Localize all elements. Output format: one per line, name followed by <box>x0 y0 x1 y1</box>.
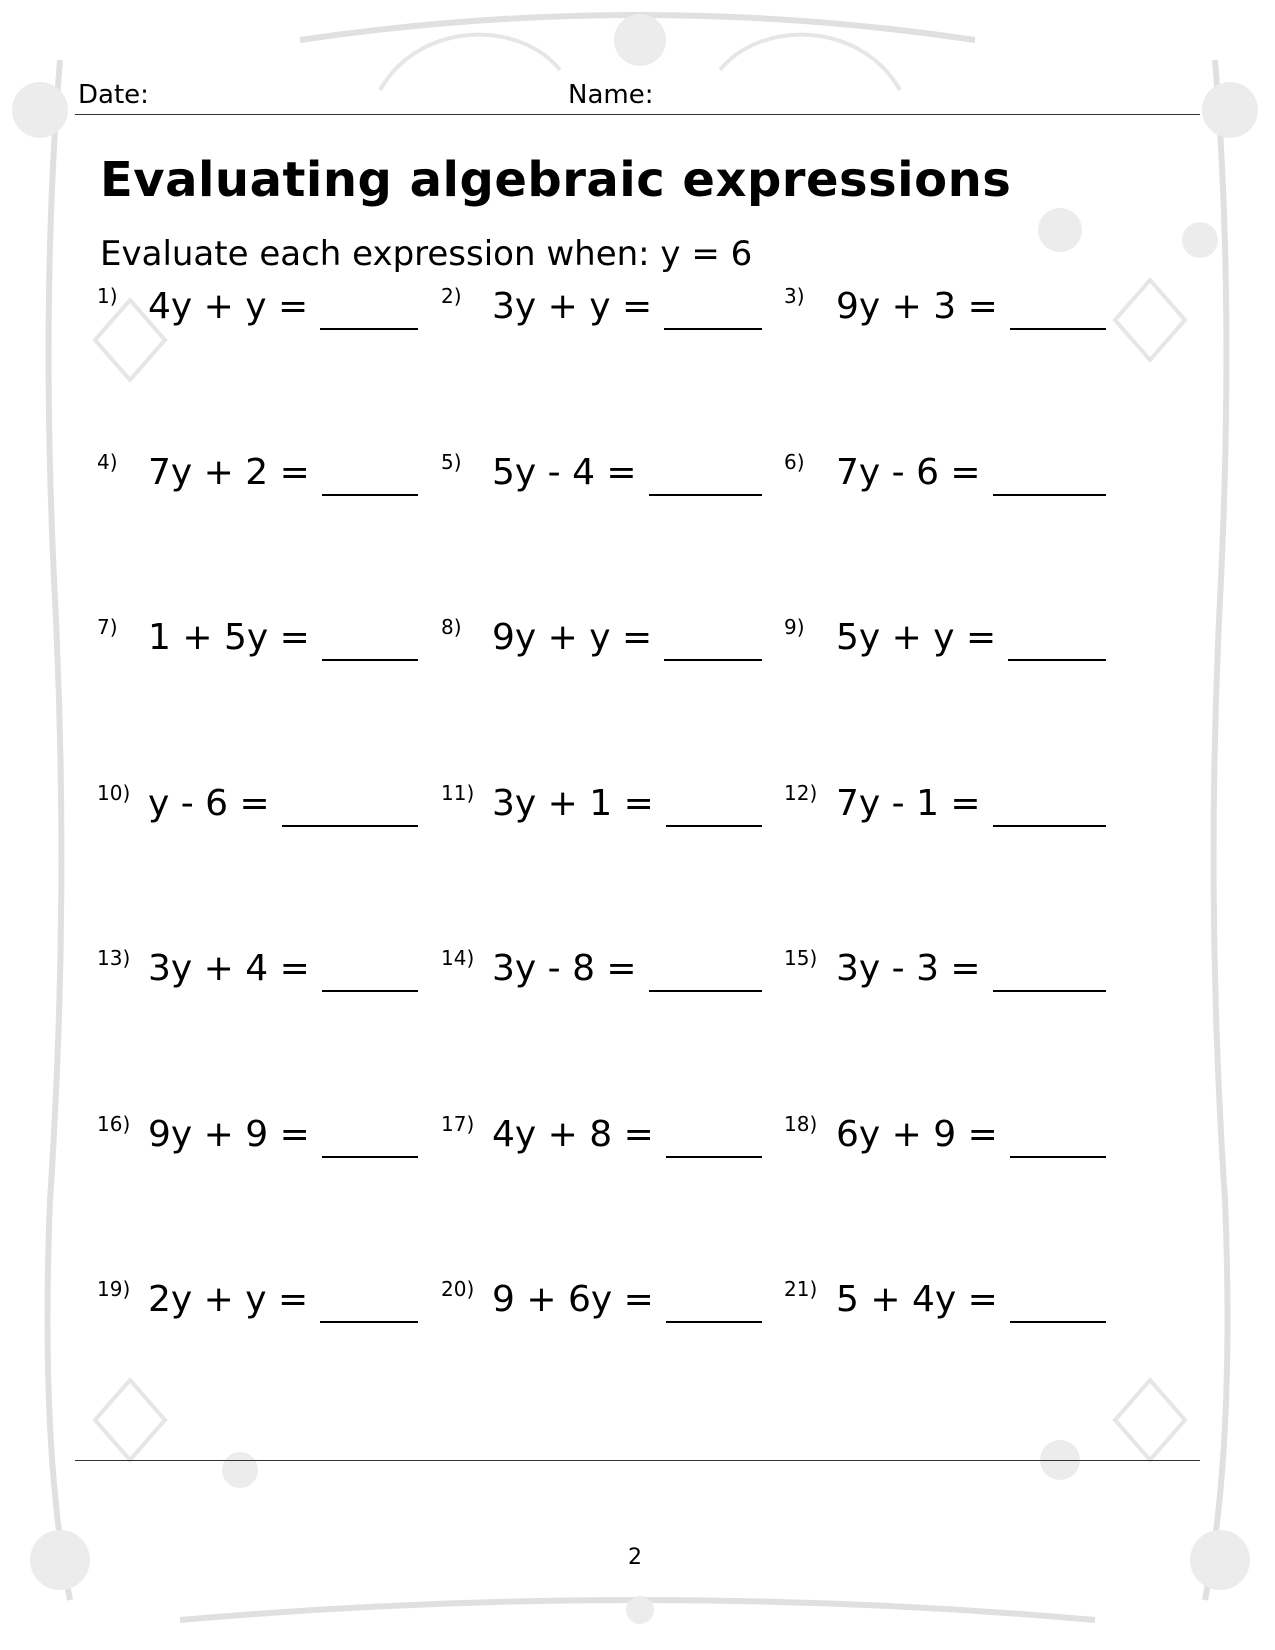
problem-number: 8) <box>441 615 462 639</box>
problem-number: 9) <box>784 615 805 639</box>
problem-expression: 2y + y = <box>148 1279 309 1320</box>
problem-number: 16) <box>97 1111 131 1136</box>
answer-blank[interactable] <box>664 659 762 661</box>
problem-expression: 9 + 6y = <box>492 1279 654 1320</box>
problem-number: 3) <box>784 284 805 308</box>
answer-blank[interactable] <box>649 990 762 992</box>
problem-number: 17) <box>441 1111 475 1136</box>
answer-blank[interactable] <box>322 1156 418 1158</box>
problem-number: 1) <box>97 284 118 308</box>
answer-blank[interactable] <box>322 990 418 992</box>
header-rule <box>75 114 1200 115</box>
answer-blank[interactable] <box>666 1321 762 1323</box>
problem-expression: 1 + 5y = <box>148 617 310 658</box>
answer-blank[interactable] <box>993 825 1106 827</box>
problem-number: 18) <box>784 1111 818 1136</box>
answer-blank[interactable] <box>1008 659 1106 661</box>
answer-blank[interactable] <box>282 825 418 827</box>
date-label: Date: <box>78 80 149 110</box>
problem-expression: 9y + 3 = <box>836 286 998 327</box>
problem-expression: 3y + 1 = <box>492 782 654 824</box>
answer-blank[interactable] <box>1010 328 1106 330</box>
instruction-text: Evaluate each expression when: y = 6 <box>100 234 753 274</box>
problem-number: 2) <box>441 284 462 308</box>
problem-expression: 7y - 1 = <box>836 782 981 824</box>
answer-blank[interactable] <box>322 494 418 496</box>
name-label: Name: <box>568 80 654 110</box>
problem-number: 21) <box>784 1277 818 1301</box>
problem-expression: 4y + 8 = <box>492 1113 654 1155</box>
problem-expression: 3y - 8 = <box>492 948 637 989</box>
problem-number: 12) <box>784 780 818 805</box>
problem-expression: 3y + 4 = <box>148 948 310 989</box>
answer-blank[interactable] <box>322 659 418 661</box>
problem-expression: 5y + y = <box>836 617 997 658</box>
problem-expression: y - 6 = <box>148 782 270 824</box>
answer-blank[interactable] <box>649 494 762 496</box>
problem-number: 6) <box>784 449 805 474</box>
problem-number: 20) <box>441 1277 475 1301</box>
page-number: 2 <box>628 1545 642 1570</box>
problem-expression: 9y + 9 = <box>148 1113 310 1155</box>
problem-number: 10) <box>97 780 131 805</box>
problem-number: 13) <box>97 946 131 970</box>
problem-expression: 7y - 6 = <box>836 451 981 493</box>
problem-expression: 3y + y = <box>492 286 653 327</box>
problem-number: 4) <box>97 449 118 474</box>
problem-expression: 9y + y = <box>492 617 653 658</box>
answer-blank[interactable] <box>666 825 762 827</box>
problem-number: 19) <box>97 1277 131 1301</box>
answer-blank[interactable] <box>993 494 1106 496</box>
problem-number: 7) <box>97 615 118 639</box>
answer-blank[interactable] <box>664 328 762 330</box>
answer-blank[interactable] <box>993 990 1106 992</box>
problem-expression: 5y - 4 = <box>492 451 637 493</box>
problem-number: 5) <box>441 449 462 474</box>
problem-expression: 4y + y = <box>148 286 309 327</box>
problem-expression: 3y - 3 = <box>836 948 981 989</box>
answer-blank[interactable] <box>666 1156 762 1158</box>
problem-number: 15) <box>784 946 818 970</box>
problem-expression: 6y + 9 = <box>836 1113 998 1155</box>
answer-blank[interactable] <box>1010 1321 1106 1323</box>
problem-expression: 7y + 2 = <box>148 451 310 493</box>
answer-blank[interactable] <box>1010 1156 1106 1158</box>
answer-blank[interactable] <box>320 328 418 330</box>
problem-expression: 5 + 4y = <box>836 1279 998 1320</box>
answer-blank[interactable] <box>320 1321 418 1323</box>
worksheet-title: Evaluating algebraic expressions <box>100 152 1012 208</box>
problem-number: 14) <box>441 946 475 970</box>
footer-rule <box>75 1460 1200 1461</box>
problem-number: 11) <box>441 780 475 805</box>
